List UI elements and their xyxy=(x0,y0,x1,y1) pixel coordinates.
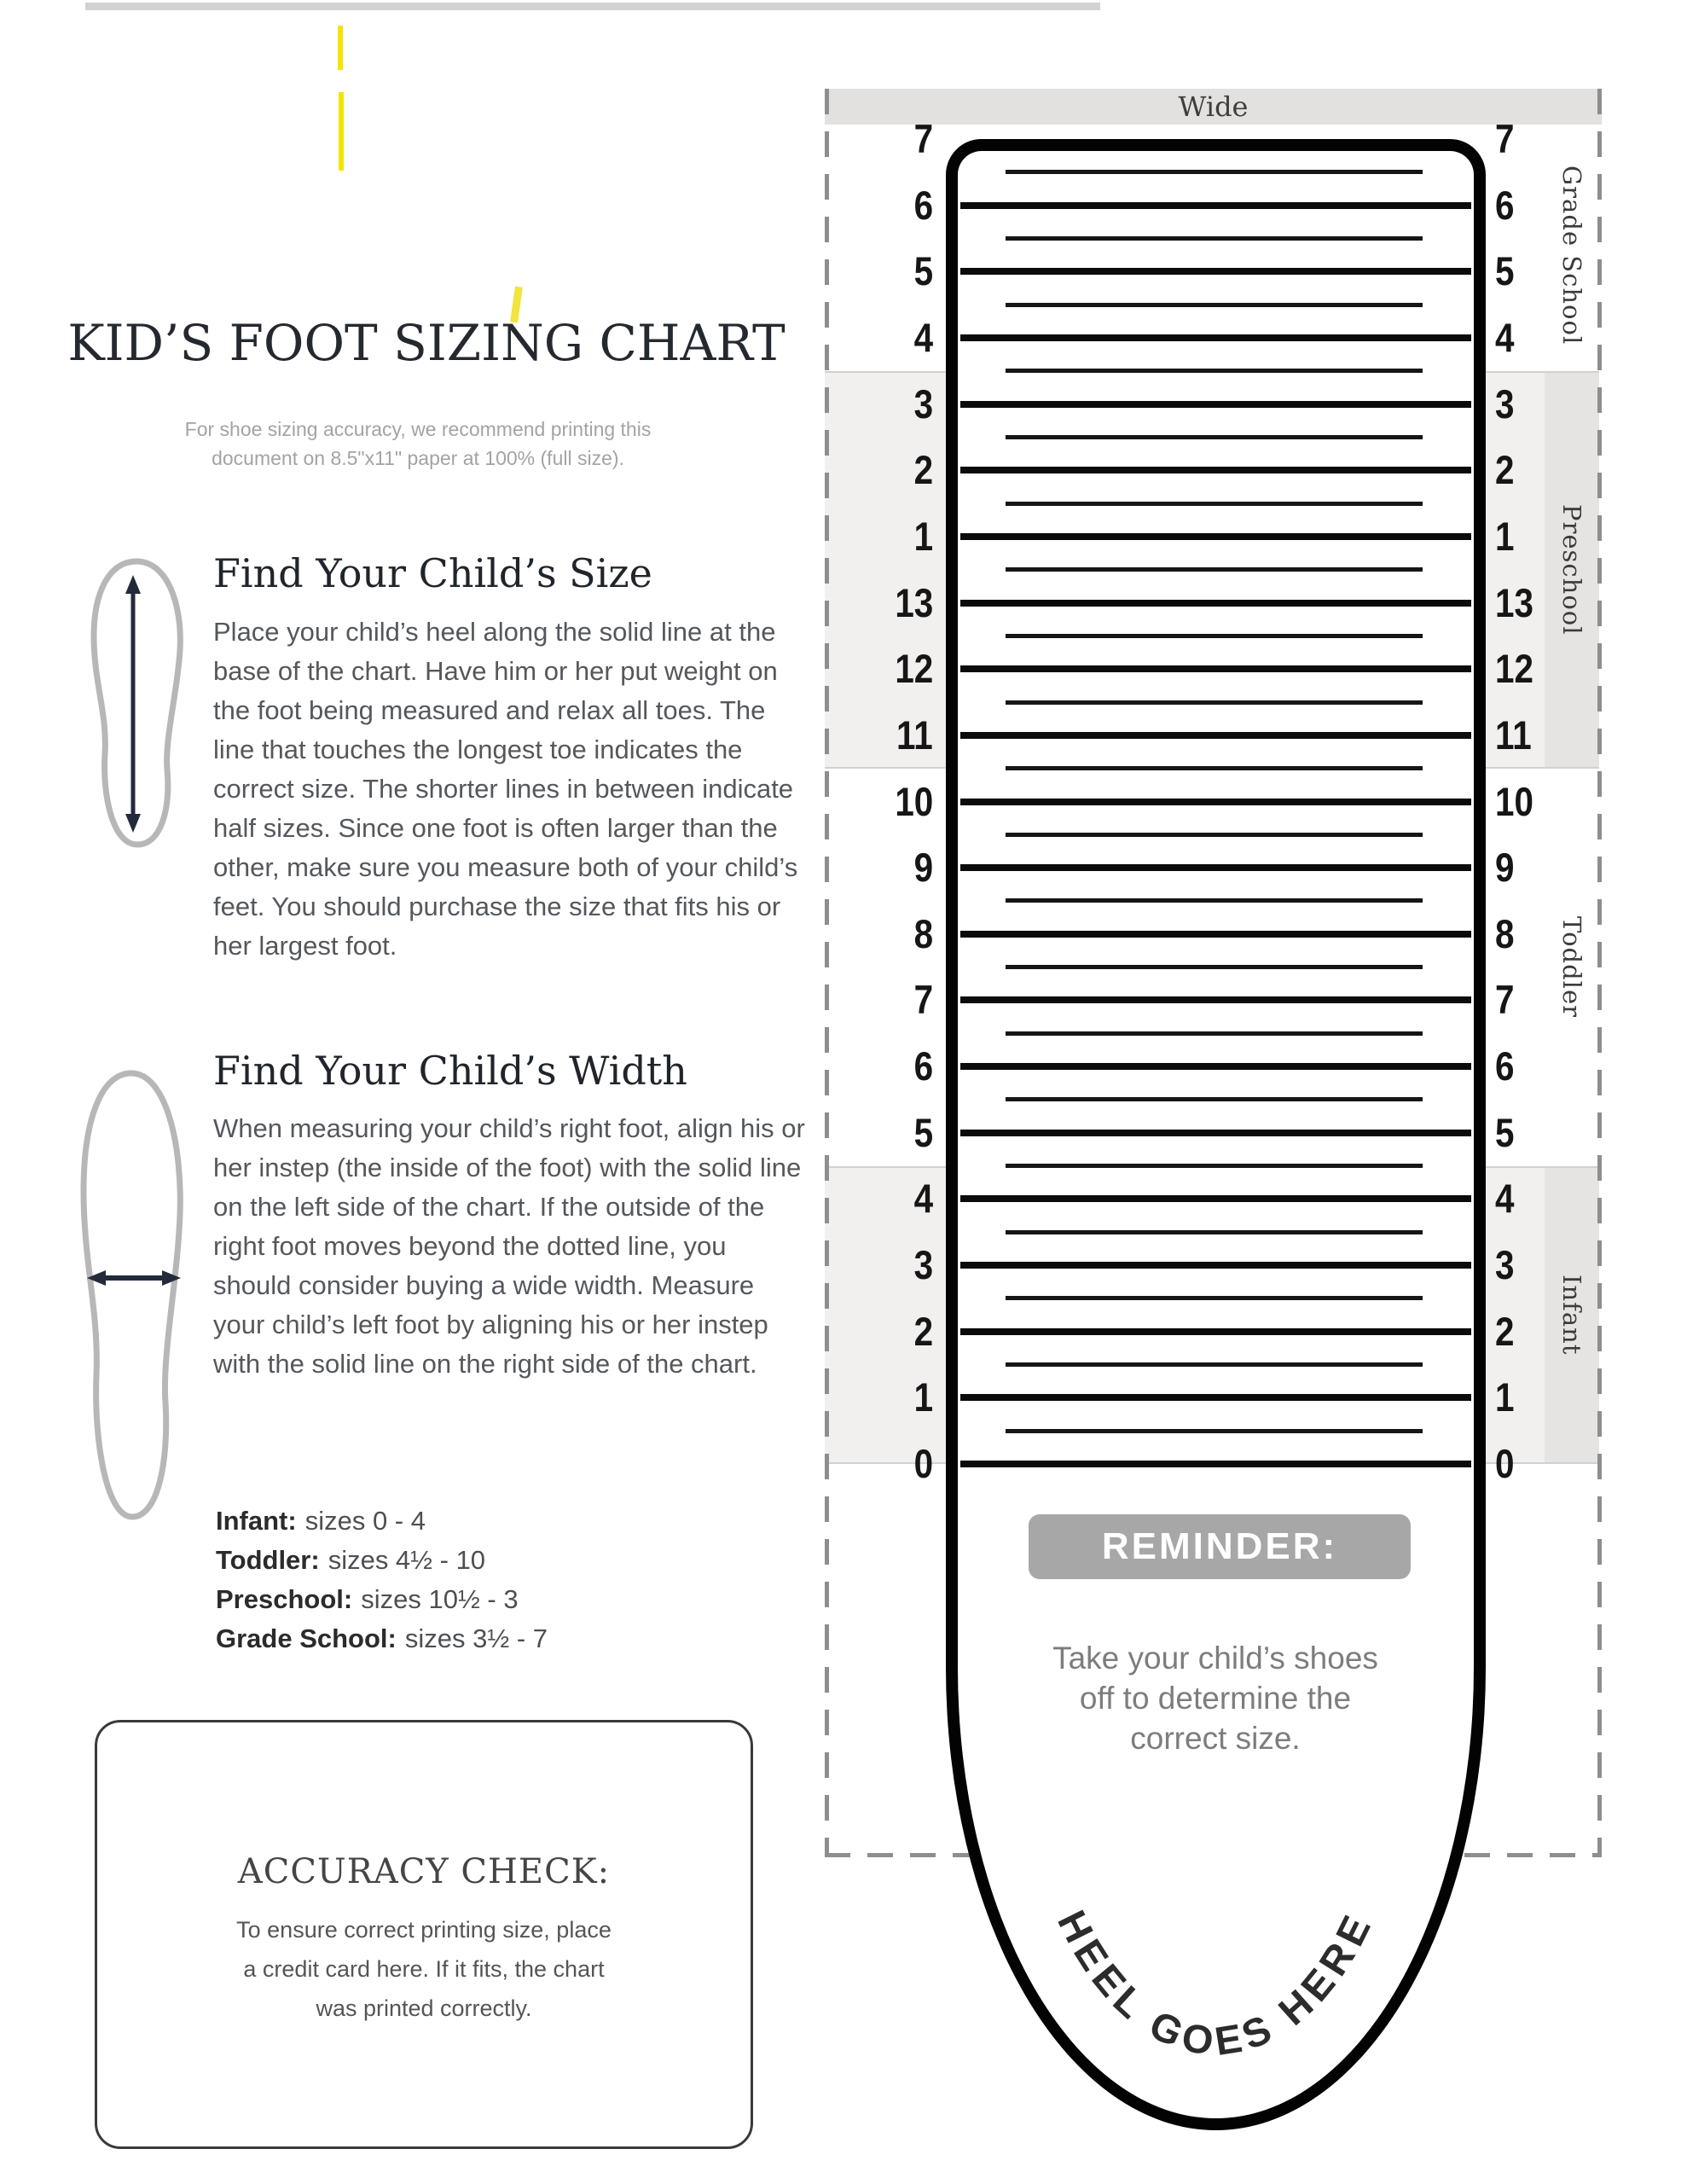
size-range-row: Preschool: sizes 10½ - 3 xyxy=(216,1584,519,1614)
size-number: 0 xyxy=(913,1441,933,1486)
size-number: 2 xyxy=(1495,447,1515,493)
size-number: 3 xyxy=(1495,380,1515,427)
whole-size-line xyxy=(960,864,1471,871)
chart-dashed-border-left xyxy=(825,89,829,1857)
size-number: 10 xyxy=(1495,778,1533,824)
half-size-line xyxy=(1006,1362,1423,1367)
size-number: 5 xyxy=(913,1109,933,1155)
size-number: 11 xyxy=(896,712,933,758)
half-size-line xyxy=(1006,766,1423,770)
size-number: 7 xyxy=(913,116,933,161)
svg-text:HEEL GOES HERE xyxy=(1049,1903,1382,2065)
size-number: 3 xyxy=(913,380,933,427)
reminder-badge-label: REMINDER: xyxy=(1101,1525,1338,1567)
size-number: 13 xyxy=(1495,579,1533,625)
scan-artifact-yellow-line xyxy=(338,26,343,70)
size-number: 12 xyxy=(895,646,933,692)
whole-size-line xyxy=(960,1262,1471,1269)
size-number: 7 xyxy=(913,977,933,1023)
half-size-line xyxy=(1006,898,1423,903)
size-number: 9 xyxy=(913,845,933,891)
half-size-line xyxy=(1006,567,1423,572)
whole-size-line xyxy=(960,202,1471,209)
size-number: 11 xyxy=(1495,712,1532,758)
half-size-line xyxy=(1006,700,1423,705)
size-number: 6 xyxy=(1495,1043,1515,1089)
size-number: 4 xyxy=(913,314,933,360)
size-number: 0 xyxy=(1495,1441,1515,1486)
whole-size-line xyxy=(960,1063,1471,1070)
half-size-line xyxy=(1006,634,1423,638)
whole-size-line xyxy=(960,1195,1471,1202)
scan-artifact-yellow-line xyxy=(339,92,344,171)
subtitle-line: For shoe sizing accuracy, we recommend printing this xyxy=(184,418,652,440)
half-size-line xyxy=(1006,369,1423,373)
category-label: Toddler xyxy=(1557,916,1586,1019)
half-size-line xyxy=(1006,170,1423,174)
size-number: 1 xyxy=(1495,513,1515,559)
category-label: Grade School xyxy=(1557,165,1586,345)
category-shaded-band xyxy=(825,371,946,769)
size-number: 4 xyxy=(1495,1176,1515,1222)
whole-size-line xyxy=(960,1394,1471,1401)
size-number: 3 xyxy=(1495,1242,1515,1288)
whole-size-line xyxy=(960,665,1471,672)
whole-size-line xyxy=(960,334,1471,341)
page-title: KID’S FOOT SIZING CHART xyxy=(67,314,786,372)
size-number: 8 xyxy=(913,910,933,956)
half-size-line xyxy=(1006,1429,1423,1433)
size-number: 10 xyxy=(895,778,933,824)
half-size-line xyxy=(1006,435,1423,439)
half-size-line xyxy=(1006,303,1423,307)
size-number: 1 xyxy=(913,1374,933,1420)
whole-size-line xyxy=(960,799,1471,805)
size-number: 5 xyxy=(1495,248,1515,294)
whole-size-line xyxy=(960,732,1471,739)
reminder-text: Take your child’s shoes off to determine the correct size. xyxy=(1052,1641,1378,1756)
section-body-width: When measuring your child’s right foot, align his or her instep (the inside of the foot) with the solid line on the left side of the chart. If the outside of the right foot moves beyond the dotted line, you should consider buying a wide width. Measure your child’s left foot by aligning his or her instep with the solid line on the right side of the chart. xyxy=(213,1113,805,1379)
whole-size-line xyxy=(960,1328,1471,1335)
whole-size-line xyxy=(960,600,1471,607)
whole-size-line xyxy=(960,533,1471,540)
whole-size-line xyxy=(960,1461,1471,1467)
size-number: 7 xyxy=(1495,116,1515,161)
size-number: 6 xyxy=(913,1043,933,1089)
wide-band xyxy=(825,89,1602,125)
whole-size-line xyxy=(960,467,1471,473)
size-number: 3 xyxy=(913,1242,933,1288)
category-label: Infant xyxy=(1557,1275,1586,1356)
category-shaded-band xyxy=(1486,371,1545,769)
size-number: 7 xyxy=(1495,977,1515,1023)
foot-width-icon xyxy=(75,1065,194,1525)
size-number: 1 xyxy=(1495,1374,1515,1420)
size-number: 13 xyxy=(895,579,933,625)
subtitle-line: document on 8.5"x11" paper at 100% (full size). xyxy=(212,447,624,469)
wide-label: Wide xyxy=(1178,90,1249,123)
accuracy-check-text: To ensure correct printing size, place a credit card here. If it fits, the chart was printed correctly. xyxy=(236,1917,612,2021)
half-size-line xyxy=(1006,1164,1423,1168)
chart-dashed-border-right xyxy=(1597,89,1602,1857)
section-heading-size: Find Your Child’s Size xyxy=(213,550,652,596)
half-size-line xyxy=(1006,1097,1423,1101)
size-number: 8 xyxy=(1495,910,1515,956)
half-size-line xyxy=(1006,1296,1423,1300)
size-number: 5 xyxy=(913,248,933,294)
size-range-row: Grade School: sizes 3½ - 7 xyxy=(216,1623,548,1653)
section-body-size: Place your child’s heel along the solid line at the base of the chart. Have him or her put weight on the foot being measured and relax all toes. The line that touches the longest toe indicates the correct size. The shorter lines in between indicate half sizes. Since one foot is often larger than the other, make sure you measure both of your child’s feet. You should purchase the size that fits his or her largest foot. xyxy=(213,617,798,961)
whole-size-line xyxy=(960,401,1471,408)
size-number: 5 xyxy=(1495,1109,1515,1155)
scan-artifact-streak xyxy=(85,3,1100,10)
page-subtitle xyxy=(51,415,785,473)
heel-goes-here-arc xyxy=(946,1604,1486,2184)
size-number: 4 xyxy=(913,1176,933,1222)
size-range-row: Infant: sizes 0 - 4 xyxy=(216,1506,426,1536)
size-number: 2 xyxy=(913,1308,933,1354)
size-range-row: Toddler: sizes 4½ - 10 xyxy=(216,1545,486,1575)
whole-size-line xyxy=(960,268,1471,275)
accuracy-check-box xyxy=(95,1720,753,2149)
category-label: Preschool xyxy=(1557,503,1586,636)
size-range-list xyxy=(216,1502,762,1658)
section-heading-width: Find Your Child’s Width xyxy=(213,1048,687,1094)
half-size-line xyxy=(1006,965,1423,969)
half-size-line xyxy=(1006,1230,1423,1234)
size-number: 1 xyxy=(913,513,933,559)
whole-size-line xyxy=(960,931,1471,938)
size-number: 2 xyxy=(913,447,933,493)
heel-goes-here-text: HEEL GOES HERE xyxy=(1049,1902,1382,2065)
half-size-line xyxy=(1006,1031,1423,1036)
half-size-line xyxy=(1006,502,1423,506)
size-number: 6 xyxy=(1495,182,1515,228)
accuracy-check-title: ACCURACY CHECK: xyxy=(237,1852,611,1891)
half-size-line xyxy=(1006,236,1423,241)
size-number: 4 xyxy=(1495,314,1515,360)
size-number: 6 xyxy=(913,182,933,228)
foot-length-icon xyxy=(85,555,194,851)
size-number: 2 xyxy=(1495,1308,1515,1354)
whole-size-line xyxy=(960,1130,1471,1136)
whole-size-line xyxy=(960,996,1471,1003)
reminder-badge xyxy=(1029,1514,1411,1579)
size-number: 9 xyxy=(1495,845,1515,891)
size-number: 12 xyxy=(1495,646,1533,692)
half-size-line xyxy=(1006,833,1423,837)
